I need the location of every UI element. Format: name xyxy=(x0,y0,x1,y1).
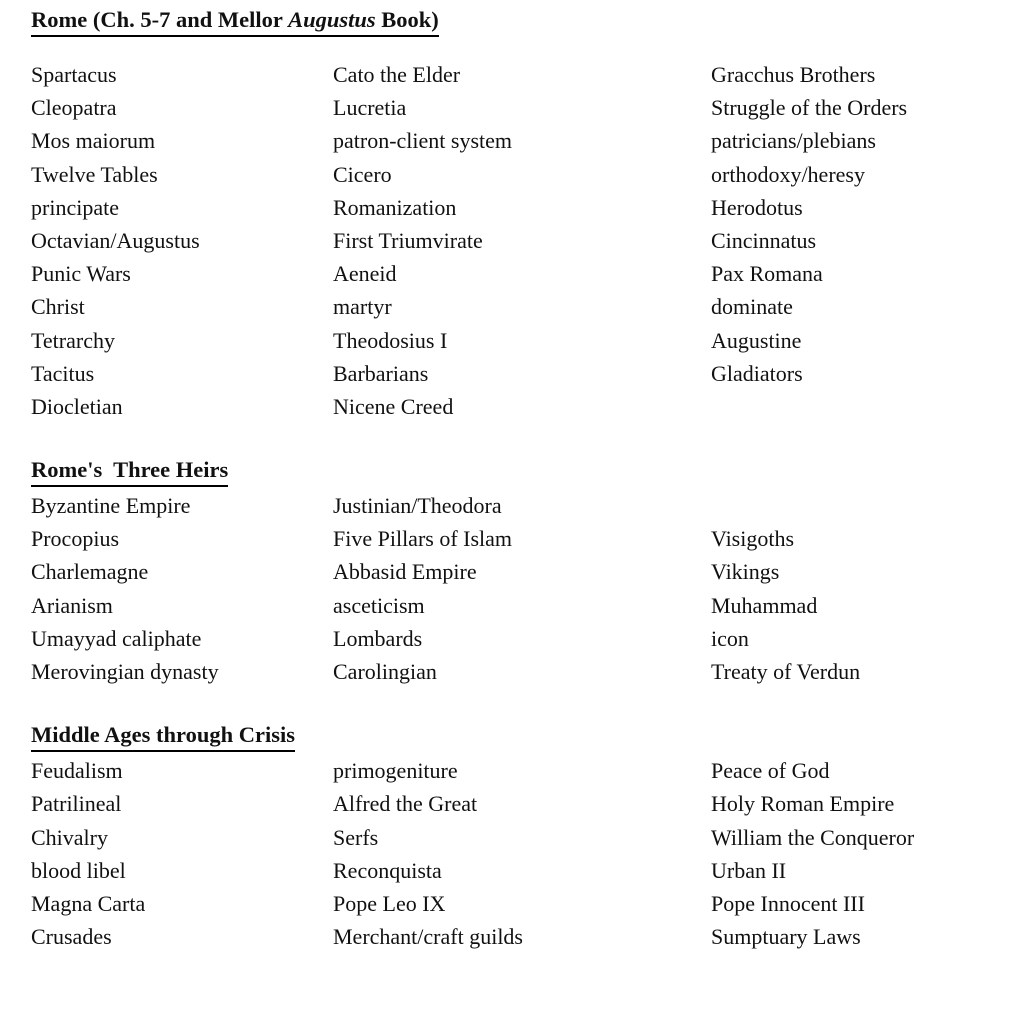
term-item: Nicene Creed xyxy=(333,393,454,419)
term-item: Romanization xyxy=(333,194,457,220)
term-item: Feudalism xyxy=(31,758,123,784)
term-item: Struggle of the Orders xyxy=(711,95,908,121)
term-item: martyr xyxy=(333,294,392,320)
term-item: Patrilineal xyxy=(31,791,122,817)
section-heading-rome xyxy=(31,5,439,37)
term-item: Christ xyxy=(31,294,85,320)
term-item: Urban II xyxy=(711,857,787,883)
term-item: Abbasid Empire xyxy=(333,559,477,585)
term-row xyxy=(31,522,1001,555)
term-row xyxy=(31,655,1001,688)
term-row xyxy=(31,887,1001,920)
term-row xyxy=(31,589,1001,622)
term-item: patron-client system xyxy=(333,128,513,154)
term-item: Pope Leo IX xyxy=(333,890,446,916)
heading-text-post: Book) xyxy=(375,7,439,32)
term-item: Mos maiorum xyxy=(31,128,156,154)
term-item: Cicero xyxy=(333,161,392,187)
term-item: Five Pillars of Islam xyxy=(333,526,513,552)
term-item: Sumptuary Laws xyxy=(711,924,861,950)
term-row xyxy=(31,754,1001,787)
term-row xyxy=(31,357,1001,390)
section-romes-three-heirs xyxy=(31,455,1001,688)
term-item: Visigoths xyxy=(711,526,795,552)
term-item: Cincinnatus xyxy=(711,227,817,253)
term-item: Tacitus xyxy=(31,360,95,386)
term-row xyxy=(31,787,1001,820)
term-item: Tetrarchy xyxy=(31,327,115,353)
term-item: patricians/plebians xyxy=(711,128,876,154)
term-item: Pope Innocent III xyxy=(711,890,865,916)
term-item: Procopius xyxy=(31,526,119,552)
term-item: Merchant/craft guilds xyxy=(333,924,523,950)
term-item: Spartacus xyxy=(31,62,117,87)
term-item: orthodoxy/heresy xyxy=(711,161,865,187)
term-row xyxy=(31,91,1001,124)
term-item: principate xyxy=(31,194,119,220)
term-row xyxy=(31,390,1001,423)
study-guide-page xyxy=(31,5,1001,953)
term-row xyxy=(31,854,1001,887)
term-item: Augustine xyxy=(711,327,802,353)
term-list xyxy=(31,754,1001,953)
term-item: Crusades xyxy=(31,924,112,950)
term-item: Charlemagne xyxy=(31,559,149,585)
term-item: blood libel xyxy=(31,857,126,883)
term-list xyxy=(31,58,1001,423)
heading-text-pre: Rome (Ch. 5-7 and Mellor xyxy=(31,7,289,32)
term-row xyxy=(31,124,1001,157)
term-item: Aeneid xyxy=(333,261,397,287)
term-row xyxy=(31,191,1001,224)
term-item: Lombards xyxy=(333,625,423,651)
term-item: Magna Carta xyxy=(31,890,146,916)
term-item: Peace of God xyxy=(711,758,830,784)
term-item: Serfs xyxy=(333,824,379,850)
term-item: Twelve Tables xyxy=(31,161,158,187)
term-item: Lucretia xyxy=(333,95,407,121)
term-item: Holy Roman Empire xyxy=(711,791,895,817)
term-item: Vikings xyxy=(711,559,780,585)
term-item: Herodotus xyxy=(711,194,803,220)
term-item: Barbarians xyxy=(333,360,429,386)
term-item: Justinian/Theodora xyxy=(333,493,502,519)
term-row xyxy=(31,821,1001,854)
term-row xyxy=(31,920,1001,953)
section-heading-three-heirs: Rome's Three Heirs xyxy=(31,455,228,487)
term-item: Umayyad caliphate xyxy=(31,625,202,651)
term-row xyxy=(31,58,1001,91)
term-item: Cato the Elder xyxy=(333,62,461,87)
term-item: Merovingian dynasty xyxy=(31,659,219,684)
term-item: Diocletian xyxy=(31,393,123,419)
term-item: Treaty of Verdun xyxy=(711,659,861,684)
term-item: Cleopatra xyxy=(31,95,117,121)
section-rome xyxy=(31,5,1001,423)
term-item: William the Conqueror xyxy=(711,824,915,850)
term-item: Octavian/Augustus xyxy=(31,227,200,253)
term-item: First Triumvirate xyxy=(333,227,483,253)
term-item: asceticism xyxy=(333,592,425,618)
term-item: Punic Wars xyxy=(31,261,131,287)
term-item: Pax Romana xyxy=(711,261,823,287)
section-heading-middle-ages: Middle Ages through Crisis xyxy=(31,720,295,752)
term-row xyxy=(31,555,1001,588)
term-item: Arianism xyxy=(31,592,113,618)
term-list xyxy=(31,489,1001,688)
term-item: Byzantine Empire xyxy=(31,493,191,519)
heading-text-italic: Augustus xyxy=(288,7,376,32)
term-row xyxy=(31,622,1001,655)
term-item: dominate xyxy=(711,294,793,320)
term-item: Chivalry xyxy=(31,824,108,850)
term-row xyxy=(31,324,1001,357)
term-item: icon xyxy=(711,625,749,651)
term-row xyxy=(31,257,1001,290)
term-item: Carolingian xyxy=(333,659,437,684)
section-middle-ages xyxy=(31,720,1001,953)
term-item: primogeniture xyxy=(333,758,458,784)
term-item: Reconquista xyxy=(333,857,442,883)
term-row xyxy=(31,224,1001,257)
term-item: Theodosius I xyxy=(333,327,448,353)
term-item: Gracchus Brothers xyxy=(711,62,876,87)
term-item: Muhammad xyxy=(711,592,818,618)
term-row xyxy=(31,489,1001,522)
term-row xyxy=(31,290,1001,323)
term-row xyxy=(31,158,1001,191)
term-item: Gladiators xyxy=(711,360,803,386)
term-item: Alfred the Great xyxy=(333,791,478,817)
